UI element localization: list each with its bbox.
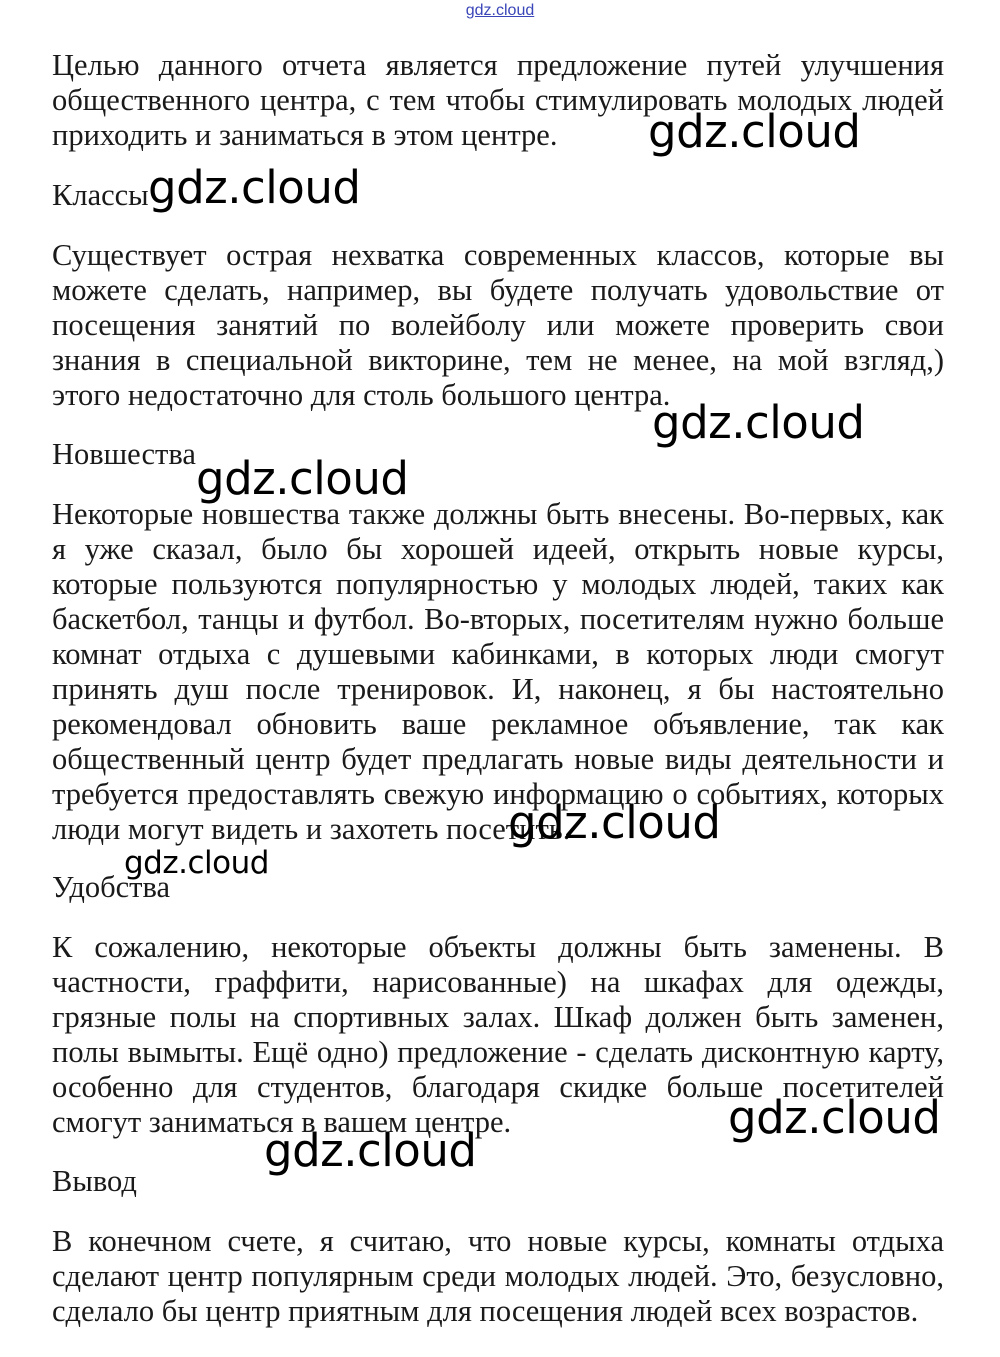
heading-conclusion: Вывод [52, 1164, 137, 1198]
watermark: gdz.cloud [728, 1091, 941, 1144]
heading-classes: Классы [52, 178, 149, 212]
heading-facilities: Удобства [52, 870, 171, 904]
watermark: gdz.cloud [648, 105, 861, 158]
watermark: gdz.cloud [124, 845, 269, 881]
watermark: gdz.cloud [652, 396, 865, 449]
site-watermark-link[interactable]: gdz.cloud [465, 2, 535, 19]
watermark: gdz.cloud [196, 452, 409, 505]
paragraph-innovations: Некоторые новшества также должны быть внесены. Во-первых, как я уже сказал, было бы хорошей идеей, открыть новые курсы, которые пользуются популярностью у молодых людей, таких как баскетбол, танцы и футбол. Во-вторых, посетителям нужно больше комнат отдыха с душевыми кабинками, в которых люди смогут принять душ после тренировок. И, наконец, я бы настоятельно рекомендовал обновить ваше рекламное объявление, так как общественный центр будет предлагать новые виды деятельности и требуется предоставлять свежую информацию о событиях, которых люди могут видеть и захотеть посетить. [52, 497, 944, 846]
watermark: gdz.cloud [508, 796, 721, 849]
heading-innovations: Новшества [52, 437, 196, 471]
watermark: gdz.cloud [264, 1124, 477, 1177]
paragraph-conclusion: В конечном счете, я считаю, что новые курсы, комнаты отдыха сделают центр популярным среди молодых людей. Это, безусловно, сделало бы центр приятным для посещения людей всех возрастов. [52, 1224, 944, 1328]
paragraph-classes: Существует острая нехватка современных классов, которые вы можете сделать, например, вы будете получать удовольствие от посещения занятий по волейболу или можете проверить свои знания в специальной викторине, тем не менее, на мой взгляд,) этого недостаточно для столь большого центра. [52, 238, 944, 412]
watermark: gdz.cloud [148, 161, 361, 214]
paragraph-facilities: К сожалению, некоторые объекты должны быть заменены. В частности, граффити, нарисованные) на шкафах для одежды, грязные полы на спортивных залах. Шкаф должен быть заменен, полы вымыты. Ещё одно) предложение - сделать дисконтную карту, особенно для студентов, благодаря скидке больше посетителей смогут заниматься в вашем центре. [52, 930, 944, 1139]
intro-paragraph: Целью данного отчета является предложение путей улучшения общественного центра, с тем чтобы стимулировать молодых людей приходить и заниматься в этом центре. [52, 48, 944, 152]
